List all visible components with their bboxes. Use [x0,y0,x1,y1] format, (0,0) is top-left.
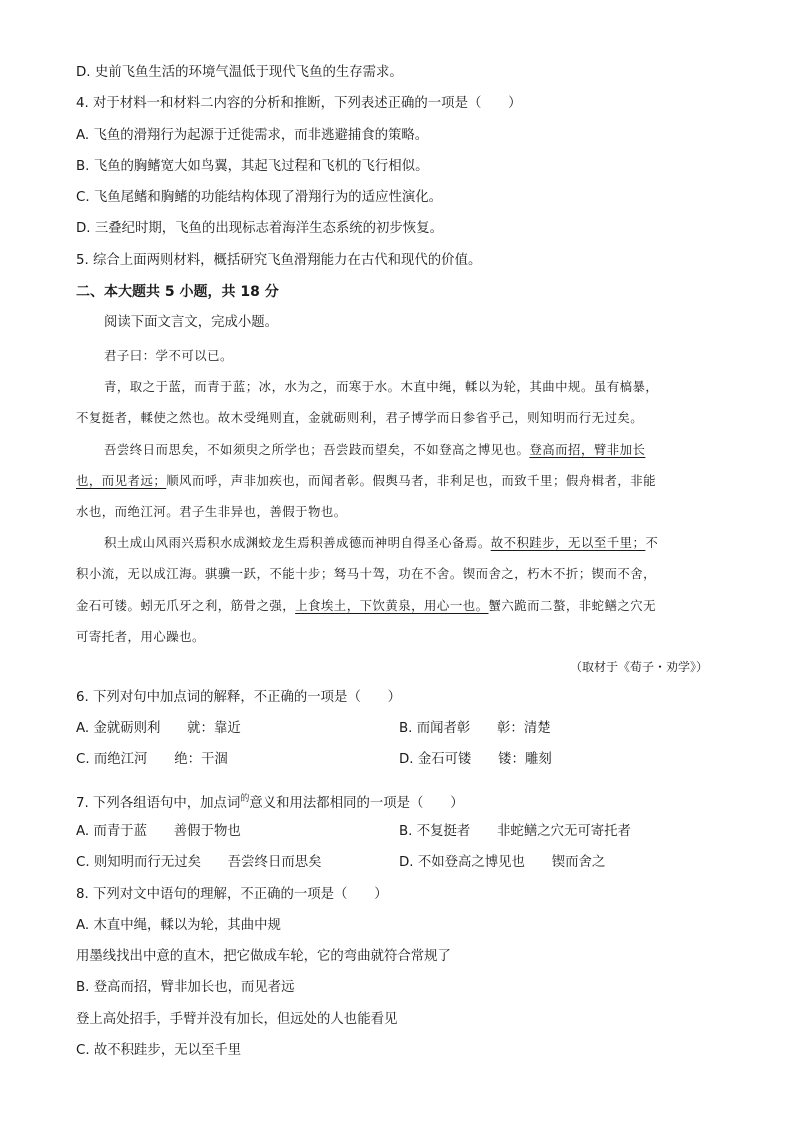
passage-text: 金石可镂。蚓无爪牙之利，筋骨之强， [76,598,296,613]
q7-option-d: D. 不如登高之博见也 锲而舍之 [399,855,606,870]
passage-line [76,471,656,489]
q7-stem [76,790,464,813]
q4-stem: 4. 对于材料一和材料二内容的分析和推断，下列表述正确的一项是（ ） [76,96,522,111]
section-intro: 阅读下面文言文，完成小题。 [104,315,279,330]
passage-text: 顺风而呼，声非加疾也，而闻者彰。假舆马者，非利足也，而致千里；假舟楫者，非能 [166,473,657,488]
q8-option-c: C. 故不积跬步，无以至千里 [76,1043,242,1058]
q8-option-b-explanation: 登上高处招手，手臂并没有加长，但远处的人也能看见 [76,1012,398,1027]
passage-text: 不 [645,535,659,550]
q7-option-a: A. 而青于蓝 善假于物也 [76,824,241,839]
q4-option-b: B. 飞鱼的胸鳍宽大如鸟翼，其起飞过程和飞机的飞行相似。 [76,159,429,174]
q6-option-b: B. 而闻者彰 彰：清楚 [399,721,551,736]
section-heading: 二、本大题共 5 小题，共 18 分 [76,284,279,300]
passage-source: （取材于《荀子・劝学》） [569,660,708,674]
passage-line [104,440,645,458]
q7-option-c: C. 则知明而行无过矣 吾尝终日而思矣 [76,855,322,870]
passage-line: 水也，而绝江河。君子生非异也，善假于物也。 [76,504,347,519]
q8-option-a: A. 木直中绳，輮以为轮，其曲中规 [76,918,281,933]
q6-stem: 6. 下列对句中加点词的解释，不正确的一项是（ ） [76,690,402,705]
passage-line: 积小流，无以成江海。骐骥一跃，不能十步；驽马十驾，功在不舍。锲而舍之，朽木不折；锲而不舍， [76,566,657,581]
q7-option-b: B. 不复挺者 非蛇鳝之穴无可寄托者 [399,824,631,839]
q7-stem-text: 7. 下列各组语句中，加点词 [76,796,241,811]
passage-text: 蟹六跪而二螯，非蛇鳝之穴无 [488,598,657,613]
q7-stem-text: 意义和用法都相同的一项是（ ） [249,796,464,811]
q4-option-c: C. 飞鱼尾鳍和胸鳍的功能结构体现了滑翔行为的适应性演化。 [76,190,443,205]
q8-stem: 8. 下列对文中语句的理解，不正确的一项是（ ） [76,887,388,902]
q6-option-c: C. 而绝江河 绝：干涸 [76,752,228,767]
passage-line: 不复挺者，輮使之然也。故木受绳则直，金就砺则利，君子博学而日参省乎己，则知明而行无过矣。 [76,410,644,425]
passage-line: 可寄托者，用心躁也。 [76,629,205,644]
passage-line: 青，取之于蓝，而青于蓝；冰，水为之，而寒于水。木直中绳，輮以为轮，其曲中规。虽有槁暴， [104,379,659,394]
q5-stem: 5. 综合上面两则材料，概括研究飞鱼滑翔能力在古代和现代的价值。 [76,253,482,268]
underlined-sentence: 登高而招，臂非加长 [529,442,646,457]
q6-option-d: D. 金石可镂 镂：雕刻 [399,752,552,767]
passage-line [76,596,656,614]
underlined-sentence: 也，而见者远； [76,473,167,488]
passage-line: 君子曰：学不可以已。 [104,348,233,363]
underlined-sentence: 故不积跬步，无以至千里； [490,535,646,550]
passage-text: 积土成山风雨兴焉积水成渊蛟龙生焉积善成德而神明自得圣心备焉。 [104,535,491,550]
passage-text: 吾尝终日而思矣，不如须臾之所学也；吾尝跂而望矣，不如登高之博见也。 [104,442,530,457]
q8-option-b: B. 登高而招，臂非加长也，而见者远 [76,980,295,995]
q4-option-a: A. 飞鱼的滑翔行为起源于迁徙需求，而非逃避捕食的策略。 [76,128,429,143]
passage-line [104,533,658,551]
q7-stem-superscript: 的 [240,794,250,804]
q6-option-a: A. 金就砺则利 就：靠近 [76,721,241,736]
q4-option-d: D. 三叠纪时期，飞鱼的出现标志着海洋生态系统的初步恢复。 [76,221,443,236]
q3-option-d: D. 史前飞鱼生活的环境气温低于现代飞鱼的生存需求。 [76,65,403,80]
underlined-sentence: 上食埃土，下饮黄泉，用心一也。 [295,598,489,613]
q8-option-a-explanation: 用墨线找出中意的直木，把它做成车轮，它的弯曲就符合常规了 [76,949,451,964]
